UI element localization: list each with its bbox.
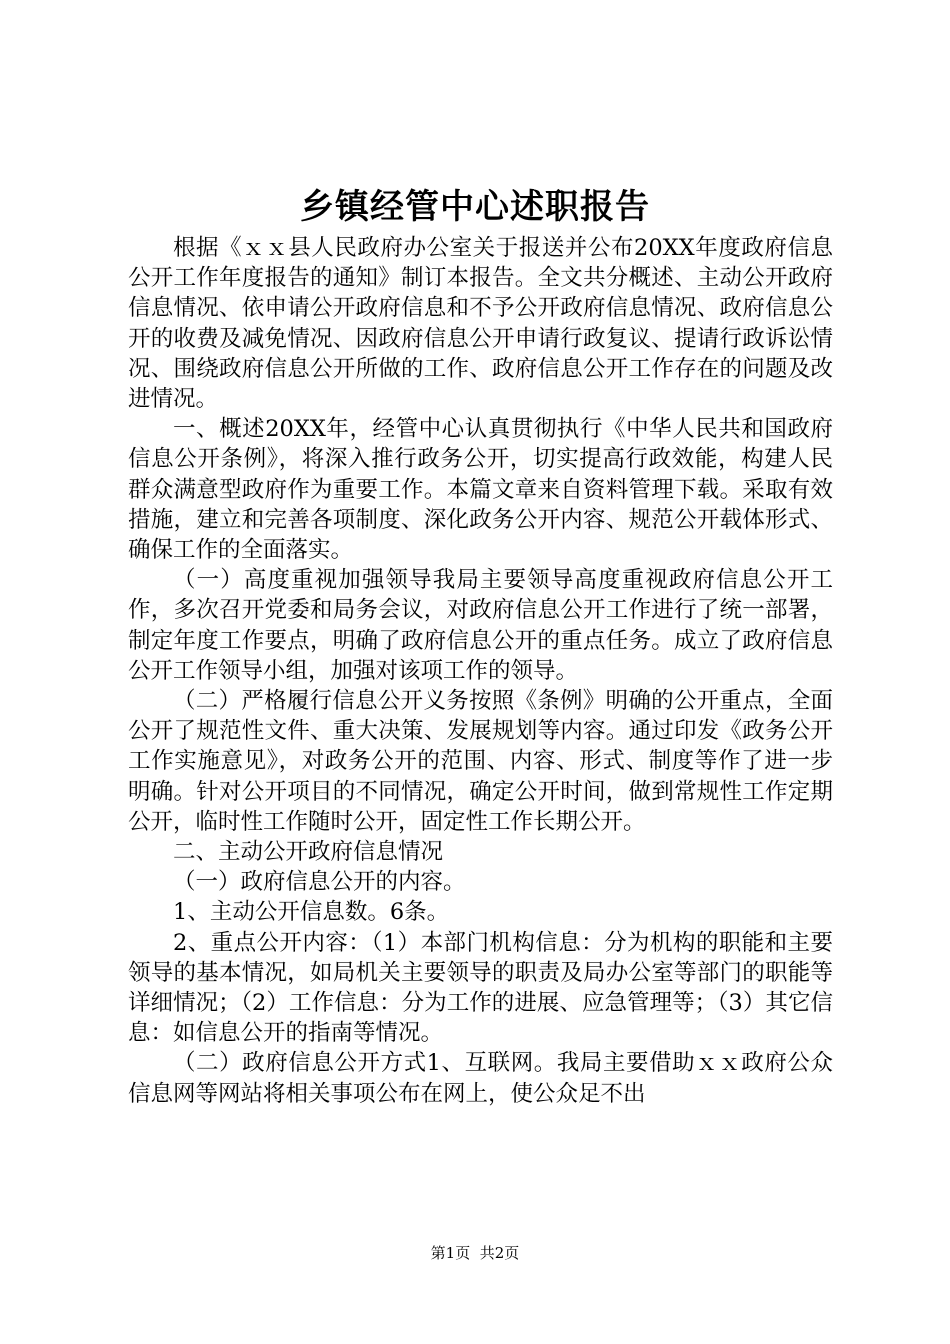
- paragraph-disclosure-method: （二）政府信息公开方式1、互联网。我局主要借助ｘｘ政府公众信息网等网站将相关事项公布在网上，使公众足不出: [128, 1050, 833, 1107]
- subheading-disclosure-content: （一）政府信息公开的内容。: [173, 869, 466, 896]
- section-heading-active-disclosure: 二、主动公开政府信息情况: [173, 839, 444, 866]
- paragraph-leadership: （一）高度重视加强领导我局主要领导高度重视政府信息公开工作，多次召开党委和局务会议，对政府信息公开工作进行了统一部署，制定年度工作要点，明确了政府信息公开的重点任务。成立了政府信息公开工作领导小组，加强对该项工作的领导。: [128, 567, 833, 684]
- paragraph-overview: 一、概述20XX年，经管中心认真贯彻执行《中华人民共和国政府信息公开条例》，将深入推行政务公开，切实提高行政效能，构建人民群众满意型政府作为重要工作。本篇文章来自资料管理下载。采取有效措施，建立和完善各项制度、深化政务公开内容、规范公开载体形式、确保工作的全面落实。: [128, 416, 833, 564]
- page-total: 共2页: [479, 1244, 520, 1262]
- paragraph-intro: 根据《ｘｘ县人民政府办公室关于报送并公布20XX年度政府信息公开工作年度报告的通知》制订本报告。全文共分概述、主动公开政府信息情况、依申请公开政府信息和不予公开政府信息情况、政府信息公开的收费及减免情况、因政府信息公开申请行政复议、提请行政诉讼情况、围绕政府信息公开所做的工作、政府信息公开工作存在的问题及改进情况。: [128, 235, 833, 413]
- page-footer: [0, 1243, 950, 1263]
- paragraph-key-content: 2、重点公开内容：（1）本部门机构信息：分为机构的职能和主要领导的基本情况，如局机关主要领导的职责及局办公室等部门的职能等详细情况；（2）工作信息：分为工作的进展、应急管理等；（3）其它信息：如信息公开的指南等情况。: [128, 929, 833, 1047]
- paragraph-obligations: （二）严格履行信息公开义务按照《条例》明确的公开重点，全面公开了规范性文件、重大决策、发展规划等内容。通过印发《政务公开工作实施意见》，对政务公开的范围、内容、形式、制度等作了进一步明确。针对公开项目的不同情况，确定公开时间，做到常规性工作定期公开，临时性工作随时公开，固定性工作长期公开。: [128, 688, 833, 835]
- document-body: [128, 233, 833, 1109]
- document-title: 乡镇经管中心述职报告: [300, 187, 650, 227]
- page-number: 第1页: [430, 1244, 471, 1262]
- paragraph-disclosure-count: 1、主动公开信息数。6条。: [173, 899, 450, 926]
